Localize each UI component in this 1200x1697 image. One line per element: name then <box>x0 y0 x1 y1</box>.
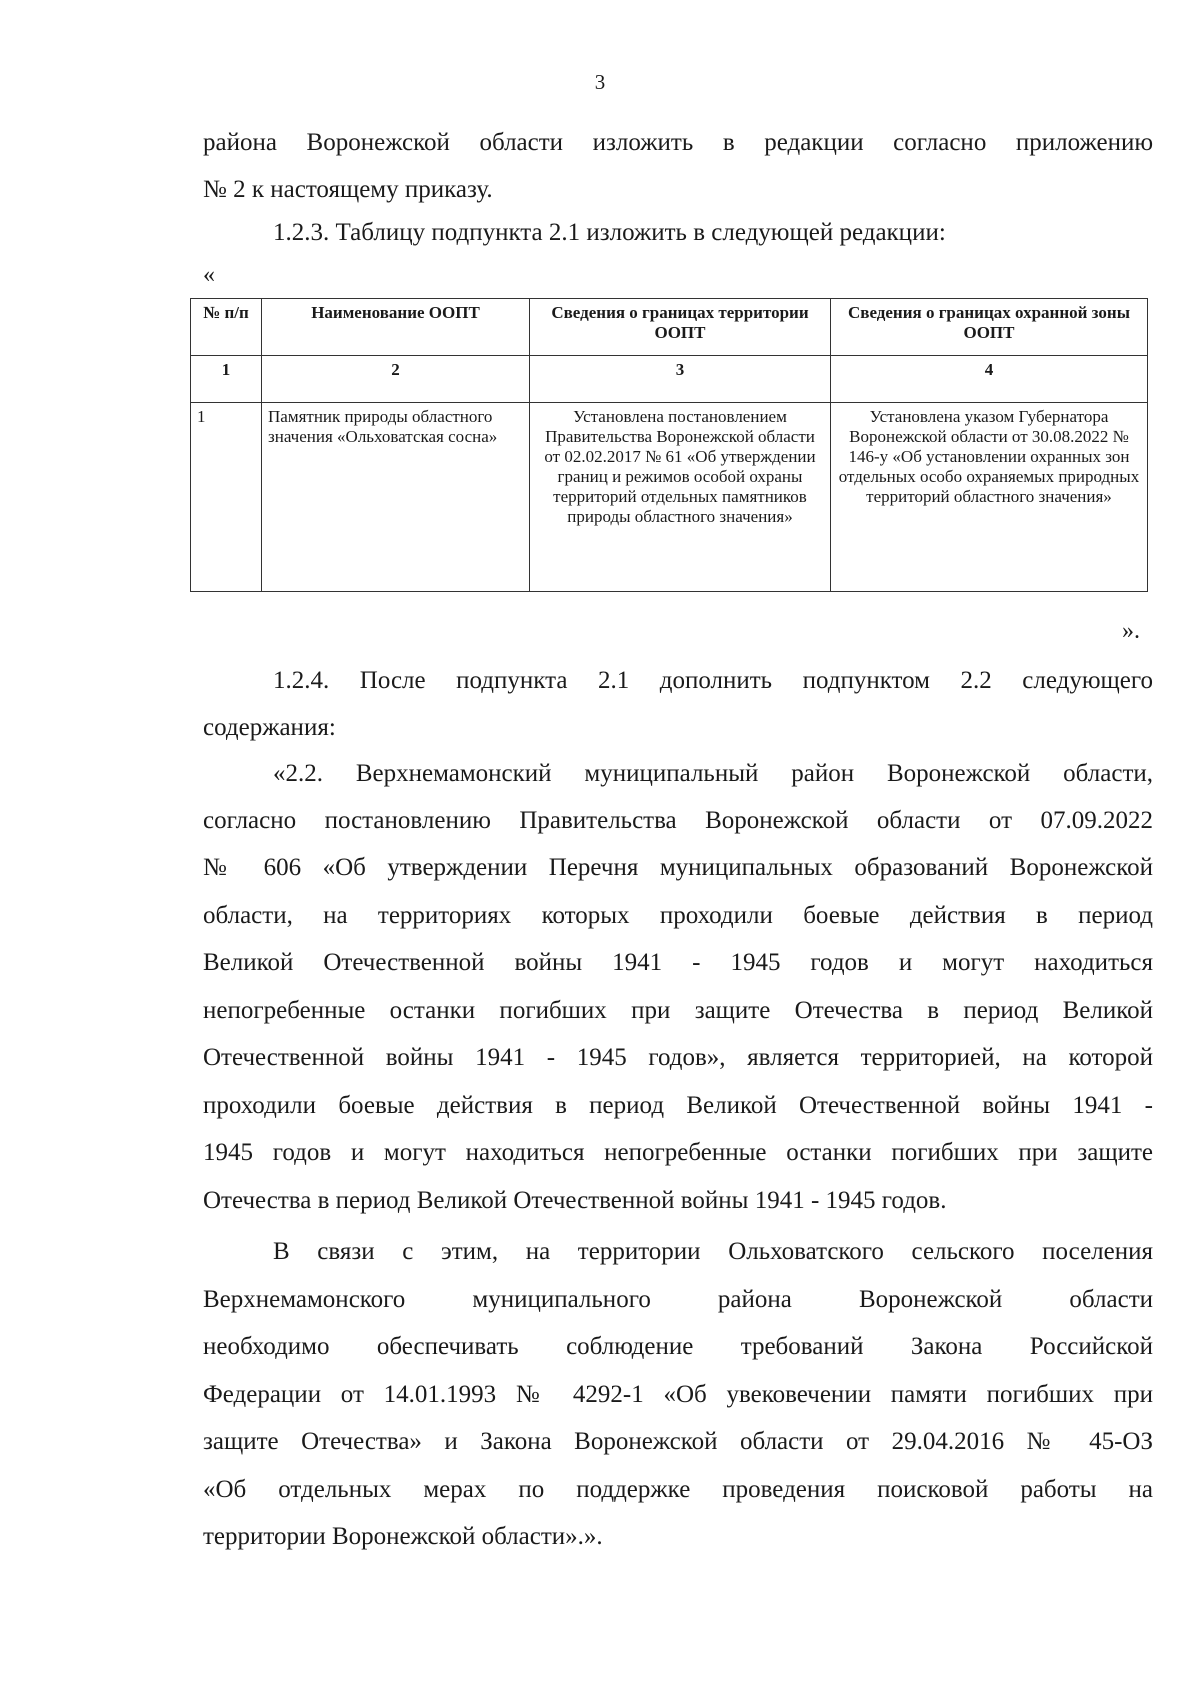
final-line-7: территории Воронежской области».». <box>203 1523 603 1550</box>
item-1-2-3: 1.2.3. Таблицу подпункта 2.1 изложить в следующей редакции: <box>273 219 946 246</box>
table-row <box>191 403 1148 592</box>
column-number: 2 <box>262 356 530 403</box>
table-column-numbers-row <box>191 356 1148 403</box>
header-zone: Сведения о границах охранной зоны ООПТ <box>831 299 1148 356</box>
page-number: 3 <box>594 70 606 94</box>
header-num: № п/п <box>191 299 262 356</box>
column-number: 3 <box>530 356 831 403</box>
quote-close: ». <box>1122 618 1140 644</box>
final-line-4: Федерации от 14.01.1993 № 4292-1 «Об увековечении памяти погибших при <box>203 1381 1153 1408</box>
item-2-2-line-7: Отечественной войны 1941 - 1945 годов», является территорией, на которой <box>203 1044 1153 1071</box>
row-name: Памятник природы областного значения «Ольховатская сосна» <box>262 403 530 592</box>
item-1-2-4-line-2: содержания: <box>203 714 336 741</box>
item-2-2-line-2: согласно постановлению Правительства Воронежской области от 07.09.2022 <box>203 807 1153 834</box>
item-2-2-line-10: Отечества в период Великой Отечественной войны 1941 - 1945 годов. <box>203 1187 947 1214</box>
item-1-2-4-line-1: 1.2.4. После подпункта 2.1 дополнить подпунктом 2.2 следующего <box>273 667 1153 694</box>
item-2-2-line-5: Великой Отечественной войны 1941 - 1945 годов и могут находиться <box>203 949 1153 976</box>
header-name: Наименование ООПТ <box>262 299 530 356</box>
final-line-1: В связи с этим, на территории Ольховатского сельского поселения <box>273 1238 1153 1265</box>
header-territory: Сведения о границах территории ООПТ <box>530 299 831 356</box>
item-2-2-line-3: № 606 «Об утверждении Перечня муниципальных образований Воронежской <box>203 854 1153 881</box>
oopt-table <box>190 298 1148 592</box>
item-2-2-line-9: 1945 годов и могут находиться непогребенные останки погибших при защите <box>203 1139 1153 1166</box>
final-line-6: «Об отдельных мерах по поддержке проведения поисковой работы на <box>203 1476 1153 1503</box>
final-line-2: Верхнемамонского муниципального района Воронежской области <box>203 1286 1153 1313</box>
item-2-2-line-8: проходили боевые действия в период Великой Отечественной войны 1941 - <box>203 1092 1153 1119</box>
intro-line-2: № 2 к настоящему приказу. <box>203 176 493 203</box>
item-2-2-line-4: области, на территориях которых проходили боевые действия в период <box>203 902 1153 929</box>
final-line-5: защите Отечества» и Закона Воронежской области от 29.04.2016 № 45-ОЗ <box>203 1428 1153 1455</box>
item-2-2-line-1: «2.2. Верхнемамонский муниципальный район Воронежской области, <box>273 760 1153 787</box>
final-line-3: необходимо обеспечивать соблюдение требований Закона Российской <box>203 1333 1153 1360</box>
row-num: 1 <box>191 403 262 592</box>
column-number: 4 <box>831 356 1148 403</box>
column-number: 1 <box>191 356 262 403</box>
row-territory: Установлена постановлением Правительства Воронежской области от 02.02.2017 № 61 «Об утверждении границ и режимов особой охраны территорий отдельных памятников природы областного значения» <box>530 403 831 592</box>
quote-open: « <box>203 262 215 288</box>
row-zone: Установлена указом Губернатора Воронежской области от 30.08.2022 № 146-у «Об установлении охранных зон отдельных особо охраняемых природных территорий областного значения» <box>831 403 1148 592</box>
table-header-row <box>191 299 1148 356</box>
item-2-2-line-6: непогребенные останки погибших при защите Отечества в период Великой <box>203 997 1153 1024</box>
intro-line-1: района Воронежской области изложить в редакции согласно приложению <box>203 129 1153 156</box>
